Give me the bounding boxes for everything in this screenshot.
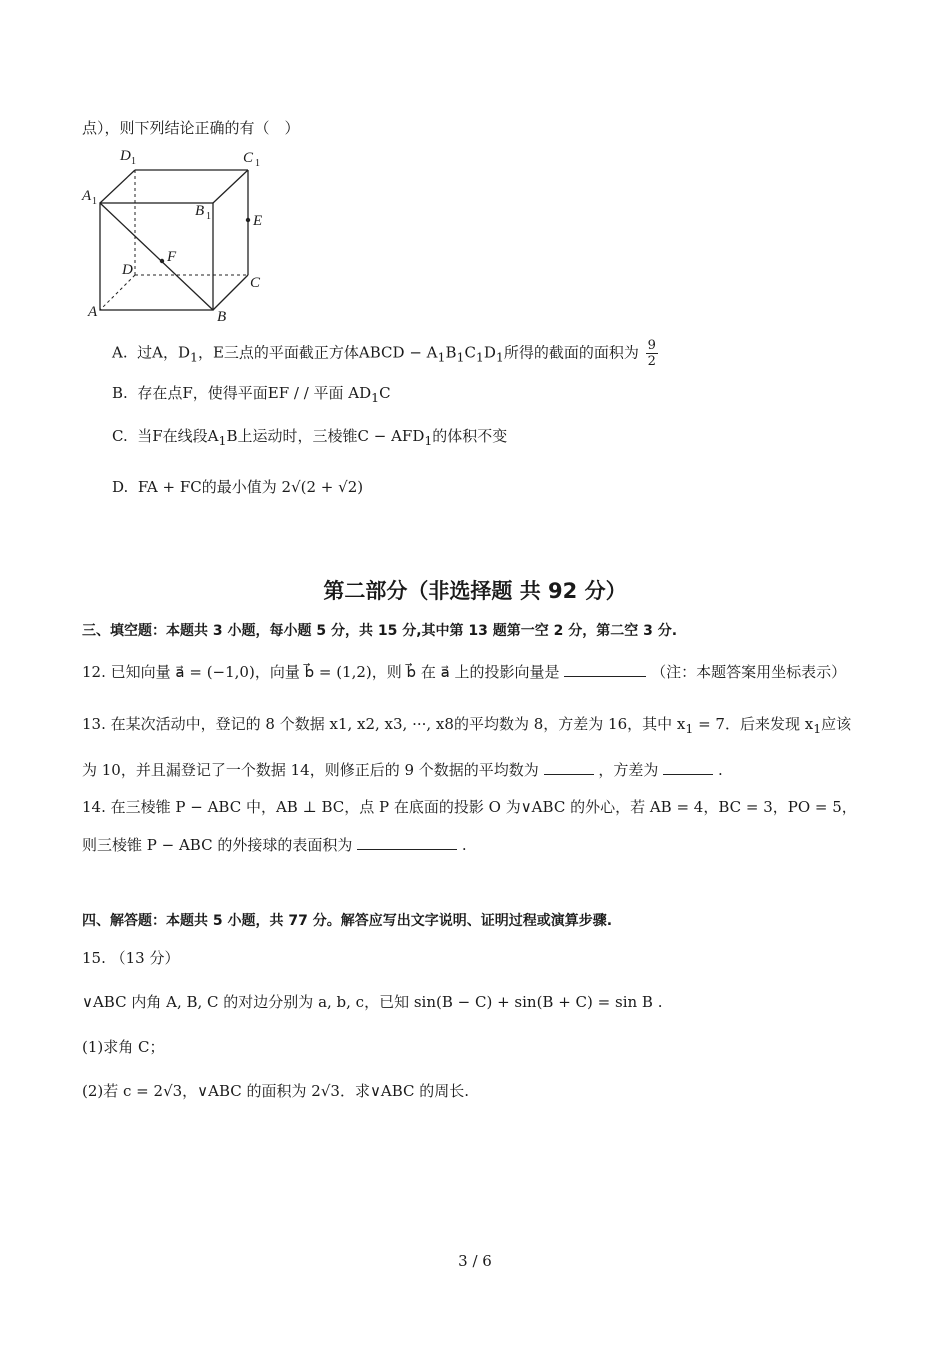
q14-answer-blank[interactable] xyxy=(357,835,457,850)
option-c[interactable] xyxy=(112,426,507,451)
cube-figure xyxy=(80,140,280,325)
option-c-text-c: 的体积不变 xyxy=(432,427,508,445)
option-b-text-end: C xyxy=(379,384,391,402)
option-b[interactable] xyxy=(112,383,391,408)
section-title: 第二部分（非选择题 共 92 分） xyxy=(323,579,627,603)
option-a-fraction xyxy=(646,338,658,369)
q13-text-line2-a: 为 10，并且漏登记了一个数据 14，则修正后的 9 个数据的平均数为 xyxy=(82,761,539,779)
fraction-numerator: 9 xyxy=(647,338,656,353)
question-intro-line: 点），则下列结论正确的有（ ） xyxy=(82,119,300,137)
q13-text-a: 13. 在某次活动中，登记的 8 个数据 x xyxy=(82,715,338,733)
option-b-text: 存在点F，使得平面EF / / 平面 AD xyxy=(137,384,372,402)
option-a-sub-a: 1 xyxy=(437,349,446,365)
question-13-line1 xyxy=(82,714,851,739)
question-14-line2 xyxy=(82,835,467,855)
option-c-label: C. xyxy=(112,427,128,445)
label-B1-sub: 1 xyxy=(206,211,211,222)
q12-answer-blank[interactable] xyxy=(564,662,646,677)
q13-text-c: = 7．后来发现 x xyxy=(693,715,814,733)
option-a-sub: 1 xyxy=(190,349,198,365)
fill-in-heading: 三、填空题：本题共 3 小题，每小题 5 分，共 15 分,其中第 13 题第一空 2 分，第二空 3 分. xyxy=(82,623,678,639)
option-a-sub-b: 1 xyxy=(456,349,465,365)
page-indicator: 3 / 6 xyxy=(458,1252,492,1270)
label-D: D xyxy=(122,262,133,278)
option-a[interactable] xyxy=(112,338,658,369)
option-d[interactable] xyxy=(112,477,363,497)
question-15-stem: ∨ABC 内角 A, B, C 的对边分别为 a, b, c，已知 sin(B − C) + sin(B + C) = sin B . xyxy=(82,993,663,1011)
label-F: F xyxy=(167,249,177,265)
option-c-sub: 1 xyxy=(218,433,227,448)
option-a-text-mid3: C xyxy=(464,343,476,362)
q13-sub-2: 1 xyxy=(813,721,822,736)
question-15-part2: (2)若 c = 2√3，∨ABC 的面积为 2√3．求∨ABC 的周长. xyxy=(82,1082,470,1100)
option-c-sub2: 1 xyxy=(424,433,433,448)
option-a-text-mid: ，E三点的平面截正方体ABCD − A xyxy=(197,343,438,362)
q13-text-line2-c: . xyxy=(717,761,723,779)
q14-period: . xyxy=(461,836,467,854)
label-C: C xyxy=(250,275,261,291)
q13-mean-blank[interactable] xyxy=(544,760,594,775)
q14-text: 则三棱锥 P − ABC 的外接球的表面积为 xyxy=(82,836,353,854)
question-15-header: 15. （13 分） xyxy=(82,949,180,967)
option-b-sub: 1 xyxy=(371,390,380,405)
option-a-sub-d: 1 xyxy=(495,349,504,365)
option-a-text-mid4: D xyxy=(483,343,496,362)
option-a-label: A. xyxy=(112,343,128,362)
label-B: B xyxy=(217,309,227,325)
question-12 xyxy=(82,662,846,682)
label-C1-sub: 1 xyxy=(255,158,260,169)
question-13-line2 xyxy=(82,760,723,780)
label-D1: D xyxy=(120,148,131,164)
question-14-line1: 14. 在三棱锥 P − ABC 中，AB ⊥ BC，点 P 在底面的投影 O 为∨ABC 的外心，若 AB = 4，BC = 3，PO = 5， xyxy=(82,798,857,816)
option-a-text-mid2: B xyxy=(445,343,457,362)
q13-sequence: 1, x2, x3, ···, x8 xyxy=(337,715,454,733)
option-d-text-a: FA + FC的最小值为 xyxy=(137,478,277,496)
solve-heading: 四、解答题：本题共 5 小题，共 77 分。解答应写出文字说明、证明过程或演算步骤. xyxy=(82,913,613,929)
q13-text-line2-b: ，方差为 xyxy=(598,761,659,779)
option-d-text-b: 2√(2 + √2) xyxy=(281,478,364,496)
option-a-text-after: 所得的截面的面积为 xyxy=(503,343,639,362)
option-a-sub-c: 1 xyxy=(475,349,484,365)
q13-variance-blank[interactable] xyxy=(663,760,713,775)
option-c-text-b: B上运动时，三棱锥C − AFD xyxy=(226,427,425,445)
option-d-label: D. xyxy=(112,478,129,496)
q13-text-d: 应该 xyxy=(821,715,852,733)
label-A1: A xyxy=(82,188,92,204)
option-b-label: B. xyxy=(112,384,128,402)
label-E: E xyxy=(253,213,263,229)
label-A: A xyxy=(88,304,98,320)
q13-text-b: 的平均数为 8，方差为 16，其中 x xyxy=(453,715,686,733)
label-A1-sub: 1 xyxy=(92,196,97,207)
question-15-part1: (1)求角 C； xyxy=(82,1038,165,1056)
label-B1: B xyxy=(195,203,205,219)
option-a-text-before: 过A，D xyxy=(137,343,191,362)
q13-sub: 1 xyxy=(685,721,694,736)
q12-note: （注：本题答案用坐标表示） xyxy=(651,663,847,681)
label-D1-sub: 1 xyxy=(131,156,136,167)
label-C1: C xyxy=(243,150,254,166)
fraction-denominator: 2 xyxy=(647,354,656,369)
q12-text: 12. 已知向量 a⃗ = (−1,0)，向量 b⃗ = (1,2)，则 b⃗ 在 a⃗ 上的投影向量是 xyxy=(82,663,560,681)
option-c-text-a: 当F在线段A xyxy=(137,427,219,445)
